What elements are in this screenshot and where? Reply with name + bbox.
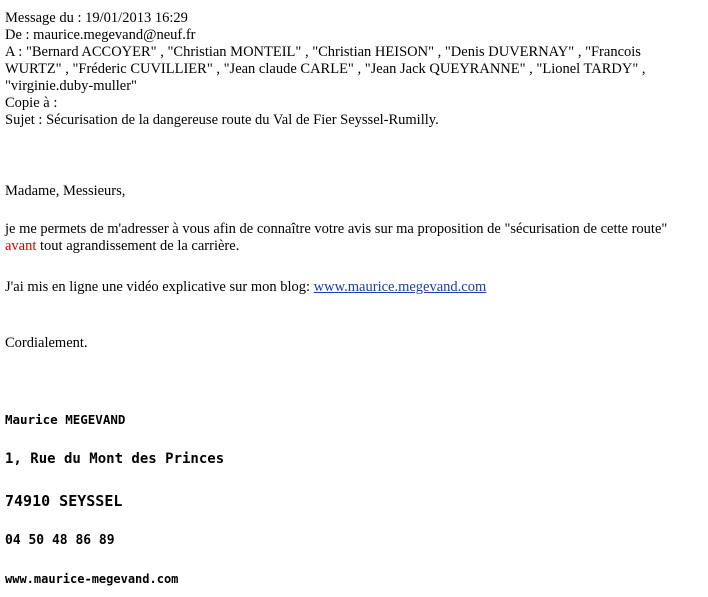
greeting: Madame, Messieurs,: [5, 183, 126, 199]
message-cc: Copie à :: [5, 95, 58, 111]
paragraph-request-text: je me permets de m'adresser à vous afin de connaître votre avis sur ma proposition de "sécurisation de cette route": [5, 221, 668, 237]
paragraph-blog: [5, 279, 700, 296]
message-subject: Sujet : Sécurisation de la dangereuse route du Val de Fier Seyssel-Rumilly.: [5, 112, 439, 128]
blog-link[interactable]: www.maurice.megevand.com: [313, 279, 487, 295]
signature-website: www.maurice-megevand.com: [5, 572, 179, 586]
paragraph-request-end: tout agrandissement de la carrière.: [36, 238, 240, 254]
paragraph-request: [5, 221, 700, 255]
message-from: De : maurice.megevand@neuf.fr: [5, 27, 196, 43]
emphasis-word: avant: [5, 238, 37, 254]
paragraph-blog-text: J'ai mis en ligne une vidéo explicative sur mon blog:: [5, 279, 314, 295]
signature-address: 1, Rue du Mont des Princes: [5, 451, 225, 467]
message-date: Message du : 19/01/2013 16:29: [5, 10, 188, 26]
signature-name: Maurice MEGEVAND: [5, 412, 126, 427]
signature-city: 74910 SEYSSEL: [5, 492, 123, 510]
message-header: [5, 10, 700, 129]
signature-phone: 04 50 48 86 89: [5, 533, 115, 548]
closing: Cordialement.: [5, 335, 88, 351]
message-recipients: A : "Bernard ACCOYER" , "Christian MONTEIL" , "Christian HEISON" , "Denis DUVERNAY" , "Francois WURTZ" , "Fréderic CUVILLIER" , "Jean claude CARLE" , "Jean Jack QUEYRANNE" , "Lionel TARDY" , "virginie.duby-muller": [5, 44, 646, 94]
